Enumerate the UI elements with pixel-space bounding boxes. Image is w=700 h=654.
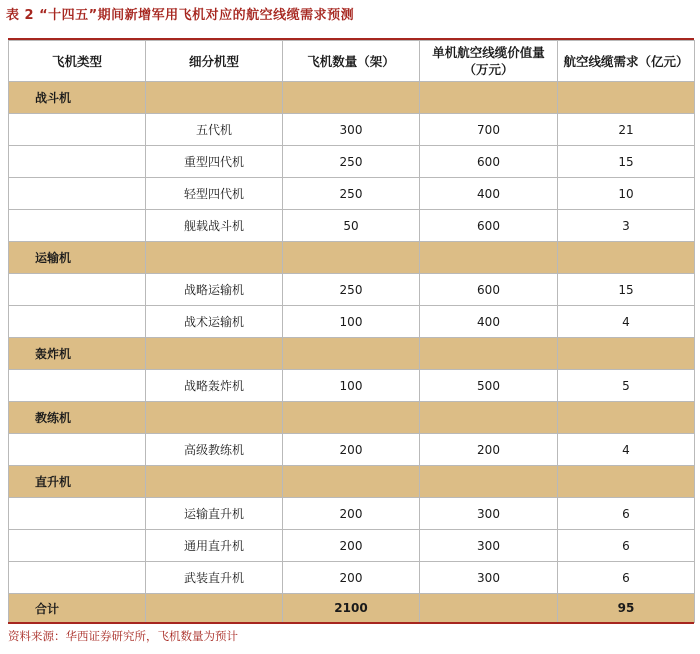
category-row — [9, 402, 695, 434]
total-demand-cell: 95 — [558, 594, 695, 623]
aircraft-count-cell: 250 — [283, 146, 420, 178]
table-row — [9, 178, 695, 210]
unit-value-cell: 300 — [420, 562, 558, 594]
demand-cell: 4 — [558, 434, 695, 466]
subtype-cell: 五代机 — [146, 114, 283, 146]
category-row — [9, 466, 695, 498]
demand-cell: 5 — [558, 370, 695, 402]
category-label: 教练机 — [9, 402, 146, 434]
header-subtype: 细分机型 — [146, 41, 283, 82]
category-empty-cell — [283, 338, 420, 370]
category-empty-cell — [558, 242, 695, 274]
aircraft-count-cell: 50 — [283, 210, 420, 242]
bottom-rule — [8, 622, 694, 624]
category-empty-cell — [420, 242, 558, 274]
category-empty-cell — [558, 466, 695, 498]
table-title: 表 2 “十四五”期间新增军用飞机对应的航空线缆需求预测 — [6, 8, 355, 23]
aircraft-count-cell: 100 — [283, 306, 420, 338]
demand-cell: 4 — [558, 306, 695, 338]
category-empty-cell — [146, 466, 283, 498]
unit-value-cell: 600 — [420, 210, 558, 242]
subtype-cell: 舰载战斗机 — [146, 210, 283, 242]
unit-value-cell: 600 — [420, 146, 558, 178]
table-row — [9, 370, 695, 402]
unit-value-cell: 600 — [420, 274, 558, 306]
aircraft-count-cell: 300 — [283, 114, 420, 146]
source-note: 资料来源：华西证券研究所，飞机数量为预计 — [8, 629, 238, 643]
total-empty-cell — [420, 594, 558, 623]
subtype-cell: 通用直升机 — [146, 530, 283, 562]
category-empty-cell — [146, 242, 283, 274]
aircraft-count-cell: 200 — [283, 530, 420, 562]
subtype-cell: 战术运输机 — [146, 306, 283, 338]
demand-cell: 3 — [558, 210, 695, 242]
empty-type-cell — [9, 370, 146, 402]
header-unit-cable-value: 单机航空线缆价值量（万元） — [420, 41, 558, 82]
header-aircraft-count: 飞机数量（架） — [283, 41, 420, 82]
unit-value-cell: 400 — [420, 178, 558, 210]
empty-type-cell — [9, 274, 146, 306]
category-empty-cell — [420, 338, 558, 370]
aircraft-count-cell: 250 — [283, 274, 420, 306]
demand-cell: 6 — [558, 562, 695, 594]
subtype-cell: 战略轰炸机 — [146, 370, 283, 402]
demand-cell: 15 — [558, 146, 695, 178]
demand-cell: 21 — [558, 114, 695, 146]
total-label: 合计 — [9, 594, 146, 623]
unit-value-cell: 500 — [420, 370, 558, 402]
subtype-cell: 重型四代机 — [146, 146, 283, 178]
category-row — [9, 338, 695, 370]
total-row — [9, 594, 695, 623]
demand-cell: 10 — [558, 178, 695, 210]
subtype-cell: 运输直升机 — [146, 498, 283, 530]
unit-value-cell: 300 — [420, 530, 558, 562]
empty-type-cell — [9, 114, 146, 146]
total-empty-cell — [146, 594, 283, 623]
unit-value-cell: 300 — [420, 498, 558, 530]
category-empty-cell — [283, 466, 420, 498]
table-row — [9, 498, 695, 530]
table-row — [9, 562, 695, 594]
empty-type-cell — [9, 146, 146, 178]
total-aircraft-cell: 2100 — [283, 594, 420, 623]
category-empty-cell — [420, 82, 558, 114]
category-row — [9, 82, 695, 114]
subtype-cell: 武装直升机 — [146, 562, 283, 594]
category-empty-cell — [283, 82, 420, 114]
aircraft-count-cell: 200 — [283, 434, 420, 466]
category-label: 直升机 — [9, 466, 146, 498]
empty-type-cell — [9, 562, 146, 594]
subtype-cell: 轻型四代机 — [146, 178, 283, 210]
header-aircraft-type: 飞机类型 — [9, 41, 146, 82]
category-empty-cell — [558, 402, 695, 434]
demand-cell: 6 — [558, 498, 695, 530]
category-empty-cell — [558, 338, 695, 370]
category-empty-cell — [420, 466, 558, 498]
unit-value-cell: 200 — [420, 434, 558, 466]
empty-type-cell — [9, 306, 146, 338]
demand-cell: 6 — [558, 530, 695, 562]
empty-type-cell — [9, 498, 146, 530]
category-empty-cell — [420, 402, 558, 434]
category-empty-cell — [146, 338, 283, 370]
table-row — [9, 114, 695, 146]
category-label: 战斗机 — [9, 82, 146, 114]
table-row — [9, 530, 695, 562]
table-row — [9, 434, 695, 466]
category-empty-cell — [558, 82, 695, 114]
category-empty-cell — [283, 242, 420, 274]
aircraft-count-cell: 200 — [283, 498, 420, 530]
table-row — [9, 274, 695, 306]
category-label: 轰炸机 — [9, 338, 146, 370]
empty-type-cell — [9, 530, 146, 562]
category-empty-cell — [283, 402, 420, 434]
empty-type-cell — [9, 210, 146, 242]
data-table — [8, 40, 695, 623]
aircraft-count-cell: 200 — [283, 562, 420, 594]
subtype-cell: 战略运输机 — [146, 274, 283, 306]
table-row — [9, 210, 695, 242]
header-cable-demand: 航空线缆需求（亿元） — [558, 41, 695, 82]
unit-value-cell: 400 — [420, 306, 558, 338]
header-row — [9, 41, 695, 82]
empty-type-cell — [9, 178, 146, 210]
aircraft-count-cell: 250 — [283, 178, 420, 210]
category-row — [9, 242, 695, 274]
aircraft-count-cell: 100 — [283, 370, 420, 402]
demand-cell: 15 — [558, 274, 695, 306]
table-row — [9, 306, 695, 338]
empty-type-cell — [9, 434, 146, 466]
category-label: 运输机 — [9, 242, 146, 274]
table-row — [9, 146, 695, 178]
unit-value-cell: 700 — [420, 114, 558, 146]
category-empty-cell — [146, 402, 283, 434]
subtype-cell: 高级教练机 — [146, 434, 283, 466]
category-empty-cell — [146, 82, 283, 114]
